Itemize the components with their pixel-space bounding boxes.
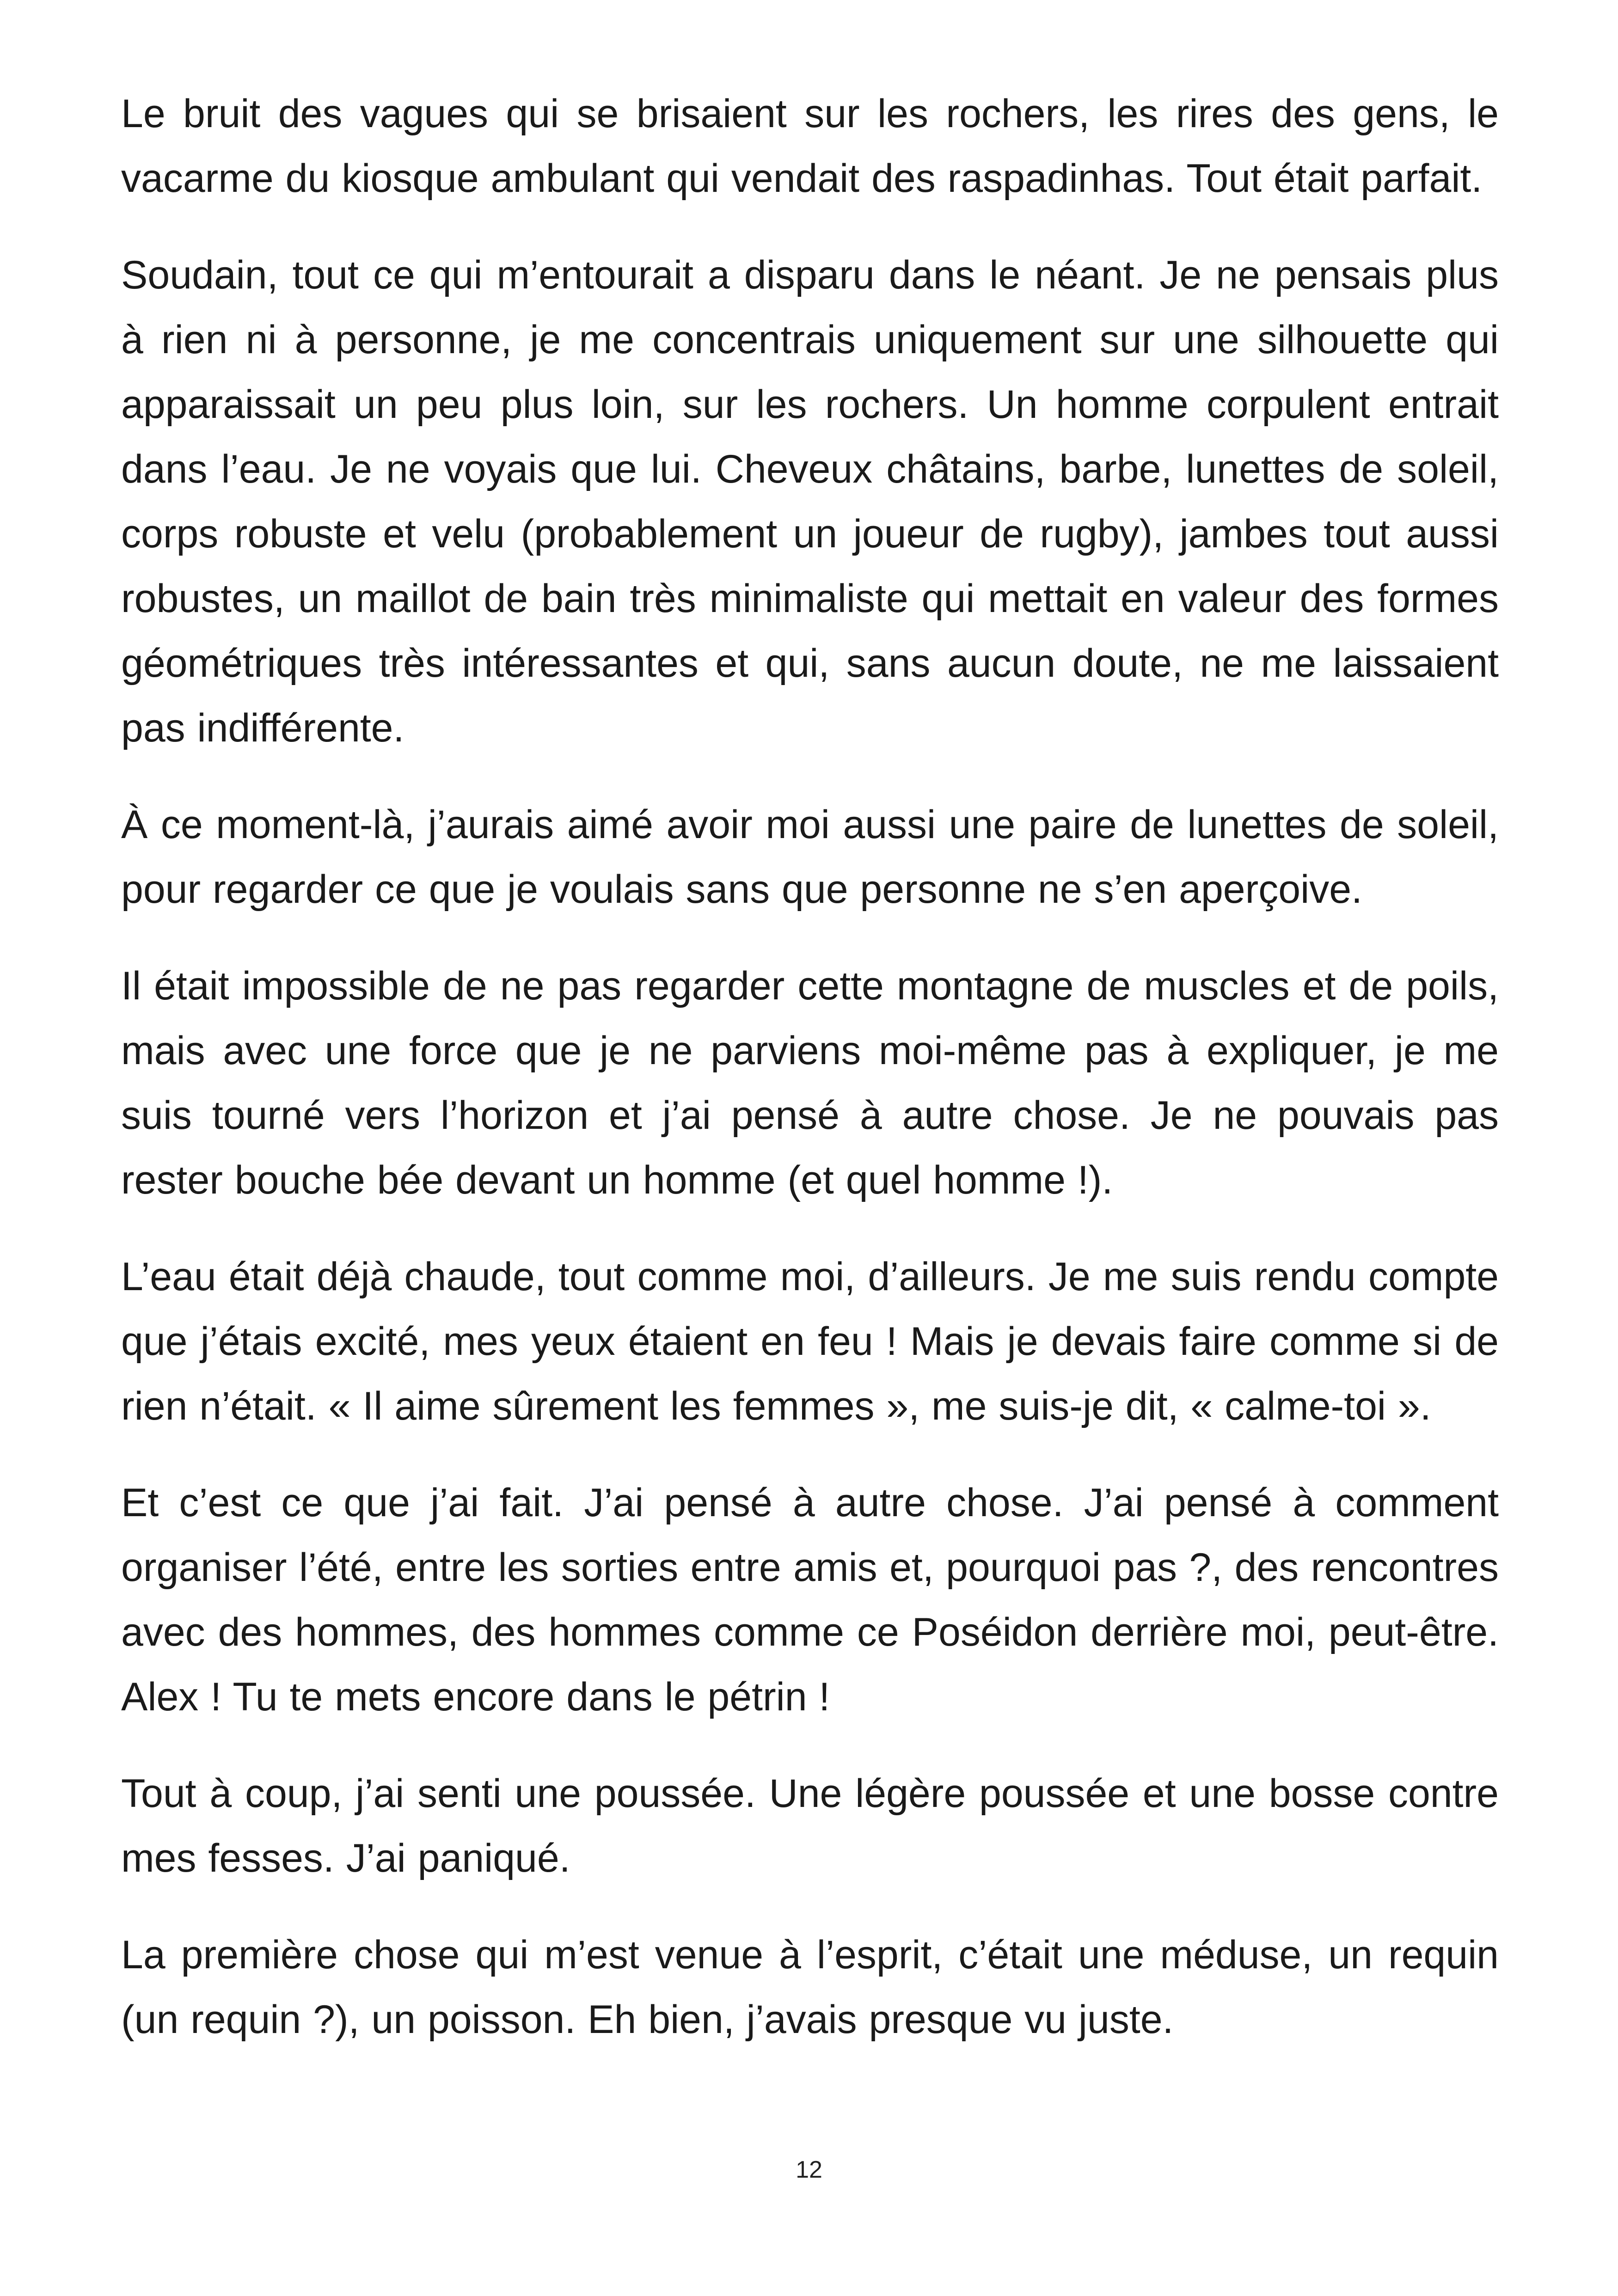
page-number: 12: [796, 2156, 822, 2183]
paragraph: Le bruit des vagues qui se brisaient sur les rochers, les rires des gens, le vacarme du kiosque ambulant qui vendait des raspadinhas. Tout était parfait.: [121, 92, 1499, 201]
paragraph: Il était impossible de ne pas regarder cette montagne de muscles et de poils, mais avec une force que je ne parviens moi-même pas à expliquer, je me suis tourné vers l’horizon et j’ai pensé à autre chose. Je ne pouvais pas rester bouche bée devant un homme (et quel homme !).: [121, 964, 1499, 1202]
body-text: [121, 81, 1499, 2052]
paragraph: L’eau était déjà chaude, tout comme moi, d’ailleurs. Je me suis rendu compte que j’étais excité, mes yeux étaient en feu ! Mais je devais faire comme si de rien n’était. « Il aime sûrement les femmes », me suis-je dit, « calme-toi ».: [121, 1255, 1499, 1428]
paragraph: La première chose qui m’est venue à l’esprit, c’était une méduse, un requin (un requin ?), un poisson. Eh bien, j’avais presque vu juste.: [121, 1933, 1499, 2042]
paragraph: Tout à coup, j’ai senti une poussée. Une légère poussée et une bosse contre mes fesses. J’ai paniqué.: [121, 1771, 1499, 1880]
paragraph: À ce moment-là, j’aurais aimé avoir moi aussi une paire de lunettes de soleil, pour regarder ce que je voulais sans que personne ne s’en aperçoive.: [121, 802, 1499, 912]
paragraph: Soudain, tout ce qui m’entourait a disparu dans le néant. Je ne pensais plus à rien ni à personne, je me concentrais uniquement sur une silhouette qui apparaissait un peu plus loin, sur les rochers. Un homme corpulent entrait dans l’eau. Je ne voyais que lui. Cheveux châtains, barbe, lunettes de soleil, corps robuste et velu (probablement un joueur de rugby), jambes tout aussi robustes, un maillot de bain très minimaliste qui mettait en valeur des formes géométriques très intéressantes et qui, sans aucun doute, ne me laissaient pas indifférente.: [121, 253, 1499, 750]
paragraph: Et c’est ce que j’ai fait. J’ai pensé à autre chose. J’ai pensé à comment organiser l’été, entre les sorties entre amis et, pourquoi pas ?, des rencontres avec des hommes, des hommes comme ce Poséidon derrière moi, peut-être. Alex ! Tu te mets encore dans le pétrin !: [121, 1481, 1499, 1719]
